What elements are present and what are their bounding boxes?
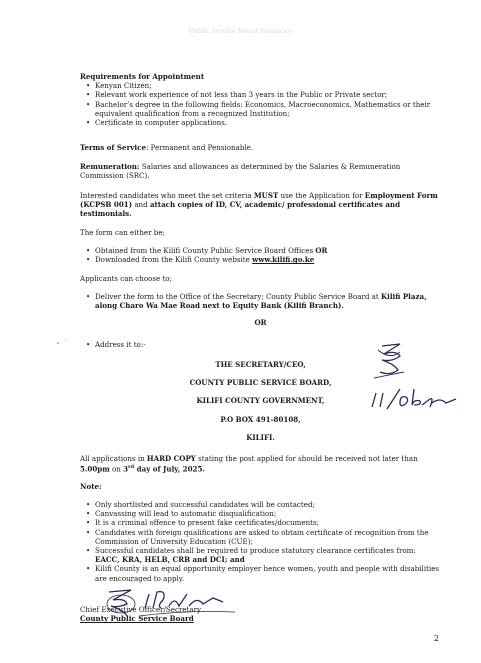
requirements-list — [80, 81, 441, 127]
bold-span: 3 — [123, 464, 129, 474]
list-item — [80, 546, 441, 564]
list-item: • Bachelor’s degree in the following fields: Economics, Macroeconomics, Mathematics or their equivalent qualification from a recognized Institution; — [80, 100, 441, 118]
form-intro: The form can either be; — [80, 228, 165, 237]
text-span: Deliver the form to the Office of the Secretary; County Public Service Board at — [95, 292, 381, 301]
list-item: • It is a criminal offence to present fake certificates/documents; — [80, 518, 441, 527]
remuneration — [80, 162, 441, 180]
bold-span: OR — [315, 246, 328, 255]
bold-span: 5.00pm — [80, 464, 110, 474]
bold-span: attach copies of ID, CV, academic/ professional certificates and testimonials. — [80, 200, 401, 219]
signatory-block — [80, 605, 441, 623]
faint-header: Public Service Board Vacancies — [188, 27, 293, 35]
terms-of-service — [80, 143, 441, 152]
note-label: Note: — [80, 482, 102, 491]
list-item: • Only shortlisted and successful candidates will be contacted; — [80, 500, 441, 509]
signatory-org: County Public Service Board — [80, 614, 194, 624]
text-span: Obtained from the Kilifi County Public Service Board Offices — [95, 246, 316, 255]
text-span: and — [132, 200, 150, 210]
text-span: Downloaded from the Kilifi County website — [95, 255, 253, 265]
remuneration-label: Remuneration: — [80, 162, 140, 171]
text-span: on — [109, 464, 124, 474]
interested-paragraph — [80, 191, 441, 219]
handwritten-date-drawing — [370, 383, 470, 415]
bold-span: day of July, 2025. — [134, 464, 205, 474]
signatory-title: Chief Executive Officer/Secretary — [80, 605, 202, 614]
stray-dot-mark — [54, 338, 74, 348]
form-options — [80, 246, 441, 264]
bold-span: Kilifi Plaza, along Charo Wa Mae Road next to Equity Bank (Kilifi Branch). — [95, 292, 427, 311]
list-item: • Kenyan Citizen; — [80, 81, 441, 90]
text-span: stating the post applied for should be received not later than — [195, 454, 418, 463]
website-link[interactable]: www.kilifi.go.ke — [252, 255, 315, 265]
choose-intro: Applicants can choose to; — [80, 274, 172, 283]
requirements-heading: Requirements for Appointment — [80, 72, 205, 81]
list-item: • Address it to:- — [80, 340, 441, 349]
address-line: P.O BOX 491-80108, — [220, 414, 301, 424]
list-item — [80, 255, 441, 264]
list-item: • Canvassing will lead to automatic disqualification; — [80, 509, 441, 518]
page-number: 2 — [433, 634, 439, 643]
bold-span: HARD COPY — [146, 454, 196, 463]
list-item: • Kilifi County is an equal opportunity employer hence women, youth and people with disabilities are encouraged to apply. — [80, 564, 441, 582]
deadline-paragraph — [80, 454, 441, 474]
text-span: Successful candidates shall be required to produce statutory clearance certificates from: — [95, 546, 416, 556]
address-line: KILIFI. — [246, 432, 275, 442]
address-line: COUNTY PUBLIC SERVICE BOARD, — [189, 378, 332, 388]
remuneration-value: Salaries and allowances as determined by the Salaries & Remuneration Commission (SRC). — [80, 162, 401, 181]
list-item: • Relevant work experience of not less than 3 years in the Public or Private sector; — [80, 90, 441, 99]
requirements-section — [80, 72, 441, 127]
handwritten-date-1 — [370, 383, 470, 415]
notes-list — [80, 500, 441, 583]
address-line: KILIFI COUNTY GOVERNMENT, — [196, 396, 325, 406]
list-item: • Candidates with foreign qualifications are asked to obtain certificate of recognition from the Commission of University Education (CUE); — [80, 528, 441, 546]
list-item: • Certificate in computer applications. — [80, 118, 441, 127]
text-span: Interested candidates who meet the set criteria — [80, 191, 254, 200]
address-line: THE SECRETARY/CEO, — [215, 360, 306, 369]
deliver-option — [80, 292, 441, 310]
terms-label: Terms of Service — [80, 143, 146, 152]
list-item — [80, 246, 441, 255]
superscript: rd — [128, 464, 135, 471]
bold-span: MUST — [253, 191, 279, 200]
bold-span: Employment Form (KCPSB 001) — [80, 191, 438, 210]
terms-value: : Permanent and Pensionable. — [145, 143, 254, 152]
or-divider: OR — [254, 318, 267, 327]
text-span: use the Application for — [278, 191, 365, 200]
list-item — [80, 292, 441, 310]
bold-span: EACC, KRA, HELB, CRB and DCI; and — [95, 555, 245, 565]
text-span: All applications in — [80, 454, 147, 463]
